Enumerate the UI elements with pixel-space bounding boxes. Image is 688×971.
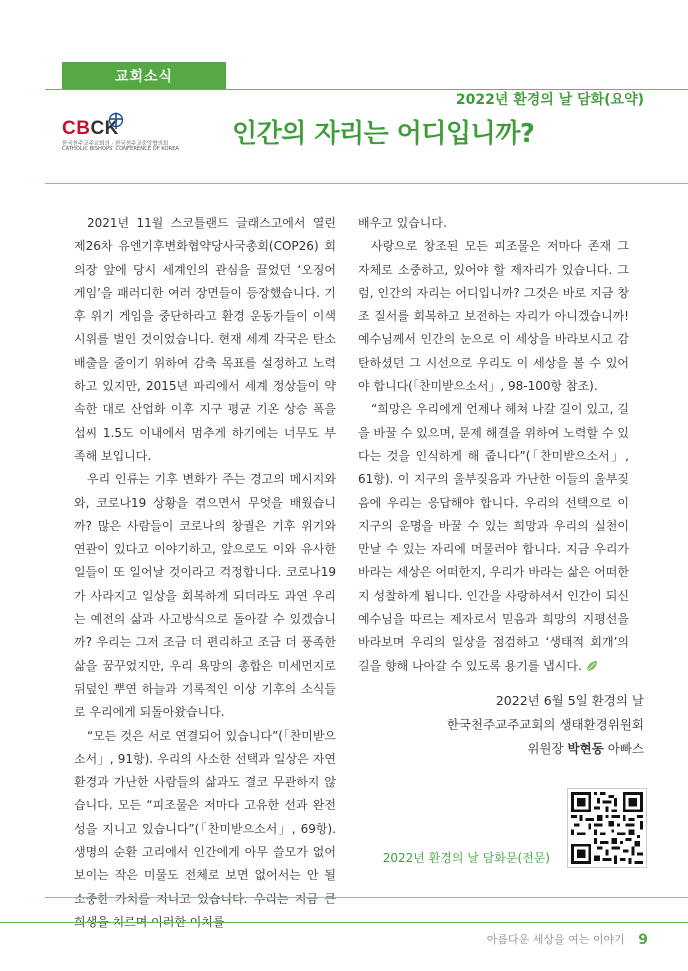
page-title: 인간의 자리는 어디입니까?: [232, 119, 535, 149]
signature-author: [447, 737, 644, 761]
leaf-end-mark-icon: [585, 659, 599, 673]
article-paragraph-continuation: 배우고 있습니다.: [358, 216, 447, 230]
article-left-column: [74, 212, 336, 934]
signature-date: 2022년 6월 5일 환경의 날: [495, 693, 644, 708]
qr-code-icon: [571, 792, 643, 864]
signature-role: 위원장: [527, 741, 564, 756]
page-number: 9: [638, 932, 648, 948]
cbck-logo: [62, 110, 222, 150]
article-paragraph: 우리 인류는 기후 변화가 주는 경고의 메시지와와, 코로나19 상황을 겪으면서 무엇을 배웠습니까? 많은 사람들이 코로나의 창궐은 기후 위기와 연관이 있다고 이야기하고, 앞으로도 이와 유사한 일들이 또 일어날 것이라고 걱정합니다. 코로나19가 사라지고 일상을 회복하게 되더라도 과연 우리는 예전의 삶과 사고방식으로 돌아갈 수 있겠습니까? 우리는 그저 조금 더 편리하고 조금 더 풍족한 삶을 꿈꾸었지만, 우리 욕망의 총합은 미세먼지로 뒤덮인 뿌연 하늘과 기록적인 이상 기후의 소식들로 우리에게 되돌아왔습니다.: [74, 472, 336, 720]
logo-english-name: CATHOLIC BISHOPS' CONFERENCE OF KOREA: [62, 146, 179, 152]
qr-code[interactable]: [567, 788, 647, 868]
signature-committee: 한국천주교주교회의 생태환경위원회: [446, 717, 644, 732]
article-paragraph: 2021년 11월 스코틀랜드 글래스고에서 열린 제26차 유엔기후변화협약당사국총회(COP26) 회의장 앞에 당시 세계인의 관심을 끌었던 ‘오징어 게임’을 패러디한 여러 장면들이 등장했습니다. 기후 위기 게임을 중단하라고 환경 운동가들이 이색 시위를 벌인 것이었습니다. 현재 세계 각국은 탄소 배출을 줄이기 위하여 감축 목표를 설정하고 노력하고 있지만, 2015년 파리에서 세계 정상들이 약속한 대로 산업화 이후 지구 평균 기온 상승 폭을 섭씨 1.5도 이내에서 멈추게 하기에는 너무도 부족해 보입니다.: [74, 216, 336, 463]
cross-emblem-icon: [108, 112, 124, 130]
article-paragraph: “모든 것은 서로 연결되어 있습니다”(「찬미받으소서」, 91항). 우리의 사소한 선택과 일상은 자연환경과 가난한 사람들의 삶과도 결코 무관하지 않습니다. 모든 “피조물은 저마다 고유한 선과 완전성을 지니고 있습니다”(「찬미받으소서」, 69항). 생명의 순환 고리에서 인간에게 아무 쓸모가 없어 보이는 작은 미물도 전체로 보면 없어서는 안 될 소중한 가치를 지니고 있습니다. 우리는 지금 큰 희생을 치르며 이러한 이치를: [74, 728, 336, 929]
section-tab: 교회소식: [62, 62, 226, 90]
article-paragraph: “희망은 우리에게 언제나 헤쳐 나갈 길이 있고, 길을 바꿀 수 있으며, 문제 해결을 위하여 노력할 수 있다는 것을 인식하게 해 줍니다”(「찬미받으소서」, 61항). 이 지구의 울부짖음과 가난한 이들의 울부짖음에 우리는 응답해야 합니다. 우리의 선택으로 이 지구의 운명을 바꿀 수 있는 희망과 우리의 실천이 만날 수 있는 자리에 머물러야 합니다. 지금 우리가 바라는 세상은 어떠한지, 우리가 바라는 삶은 어떠한지 성찰하게 됩니다. 인간을 사랑하셔서 인간이 되신 예수님을 따르는 제자로서 믿음과 희망의 지평선을 바라보며 우리의 일상을 점검하고 ‘생태적 회개’의 길을 향해 나아갈 수 있도록 용기를 냅시다.: [358, 402, 629, 673]
signature-name: 박현동: [567, 741, 604, 756]
footer-rule: [0, 922, 688, 923]
footer-tagline: 아름다운 세상을 여는 이야기: [486, 933, 625, 946]
header-rule: [45, 183, 688, 184]
bottom-rule: [45, 897, 688, 898]
article-subtitle: 2022년 환경의 날 담화(요약): [455, 92, 644, 108]
qr-caption: 2022년 환경의 날 담화문(전문): [382, 851, 550, 865]
article-paragraph: 사랑으로 창조된 모든 피조물은 저마다 존재 그 자체로 소중하고, 있어야 할 제자리가 있습니다. 그럼, 인간의 자리는 어디입니까? 그것은 바로 지금 창조 질서를 회복하고 보전하는 자리가 아니겠습니까! 예수님께서 인간의 눈으로 이 세상을 바라보시고 감탄하셨던 그 시선으로 우리도 이 세상을 볼 수 있어야 합니다(「찬미받으소서」, 98-100항 참조).: [358, 239, 629, 394]
signature-block: [447, 689, 644, 761]
signature-suffix: 아빠스: [607, 741, 644, 756]
logo-letters: CBCK: [62, 118, 119, 139]
page-footer: [487, 931, 648, 948]
article-right-column: [358, 212, 629, 678]
logo-korean-name: 한국천주교주교회의 · 한국천주교중앙협의회: [62, 141, 169, 147]
